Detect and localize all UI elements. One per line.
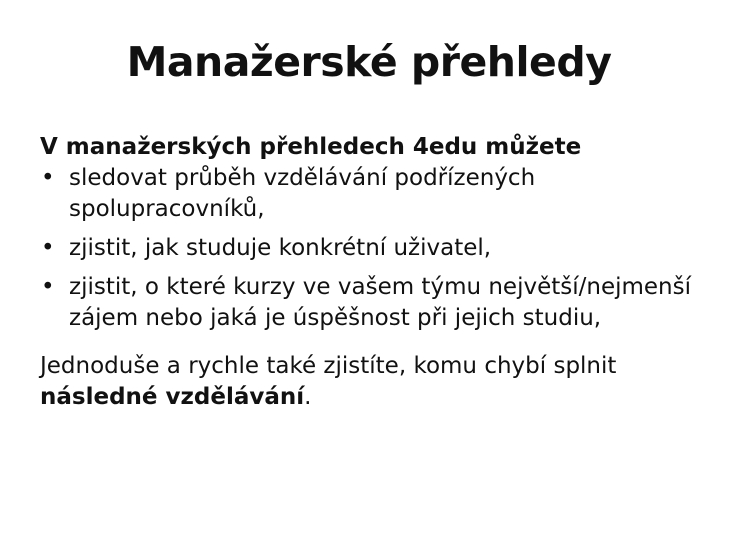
bullet-item: • zjistit, o které kurzy ve vašem týmu největší/nejmenší zájem nebo jaká je úspěšnost při jejich studiu, (40, 272, 720, 334)
summary-bold-text: následné vzdělávání (40, 384, 305, 410)
bullet-list (40, 163, 720, 334)
summary-end: . (304, 384, 312, 410)
intro-text: V manažerských přehledech 4edu můžete (40, 134, 582, 160)
summary-text: Jednoduše a rychle také zjistíte, komu chybí splnit (40, 353, 617, 379)
slide-title: Manažerské přehledy (126, 38, 612, 86)
bullet-item: • sledovat průběh vzdělávání podřízených spolupracovníků, (40, 163, 720, 225)
summary-paragraph (40, 351, 720, 413)
slide-content (40, 132, 720, 413)
bullet-item: • zjistit, jak studuje konkrétní uživatel, (40, 233, 720, 264)
